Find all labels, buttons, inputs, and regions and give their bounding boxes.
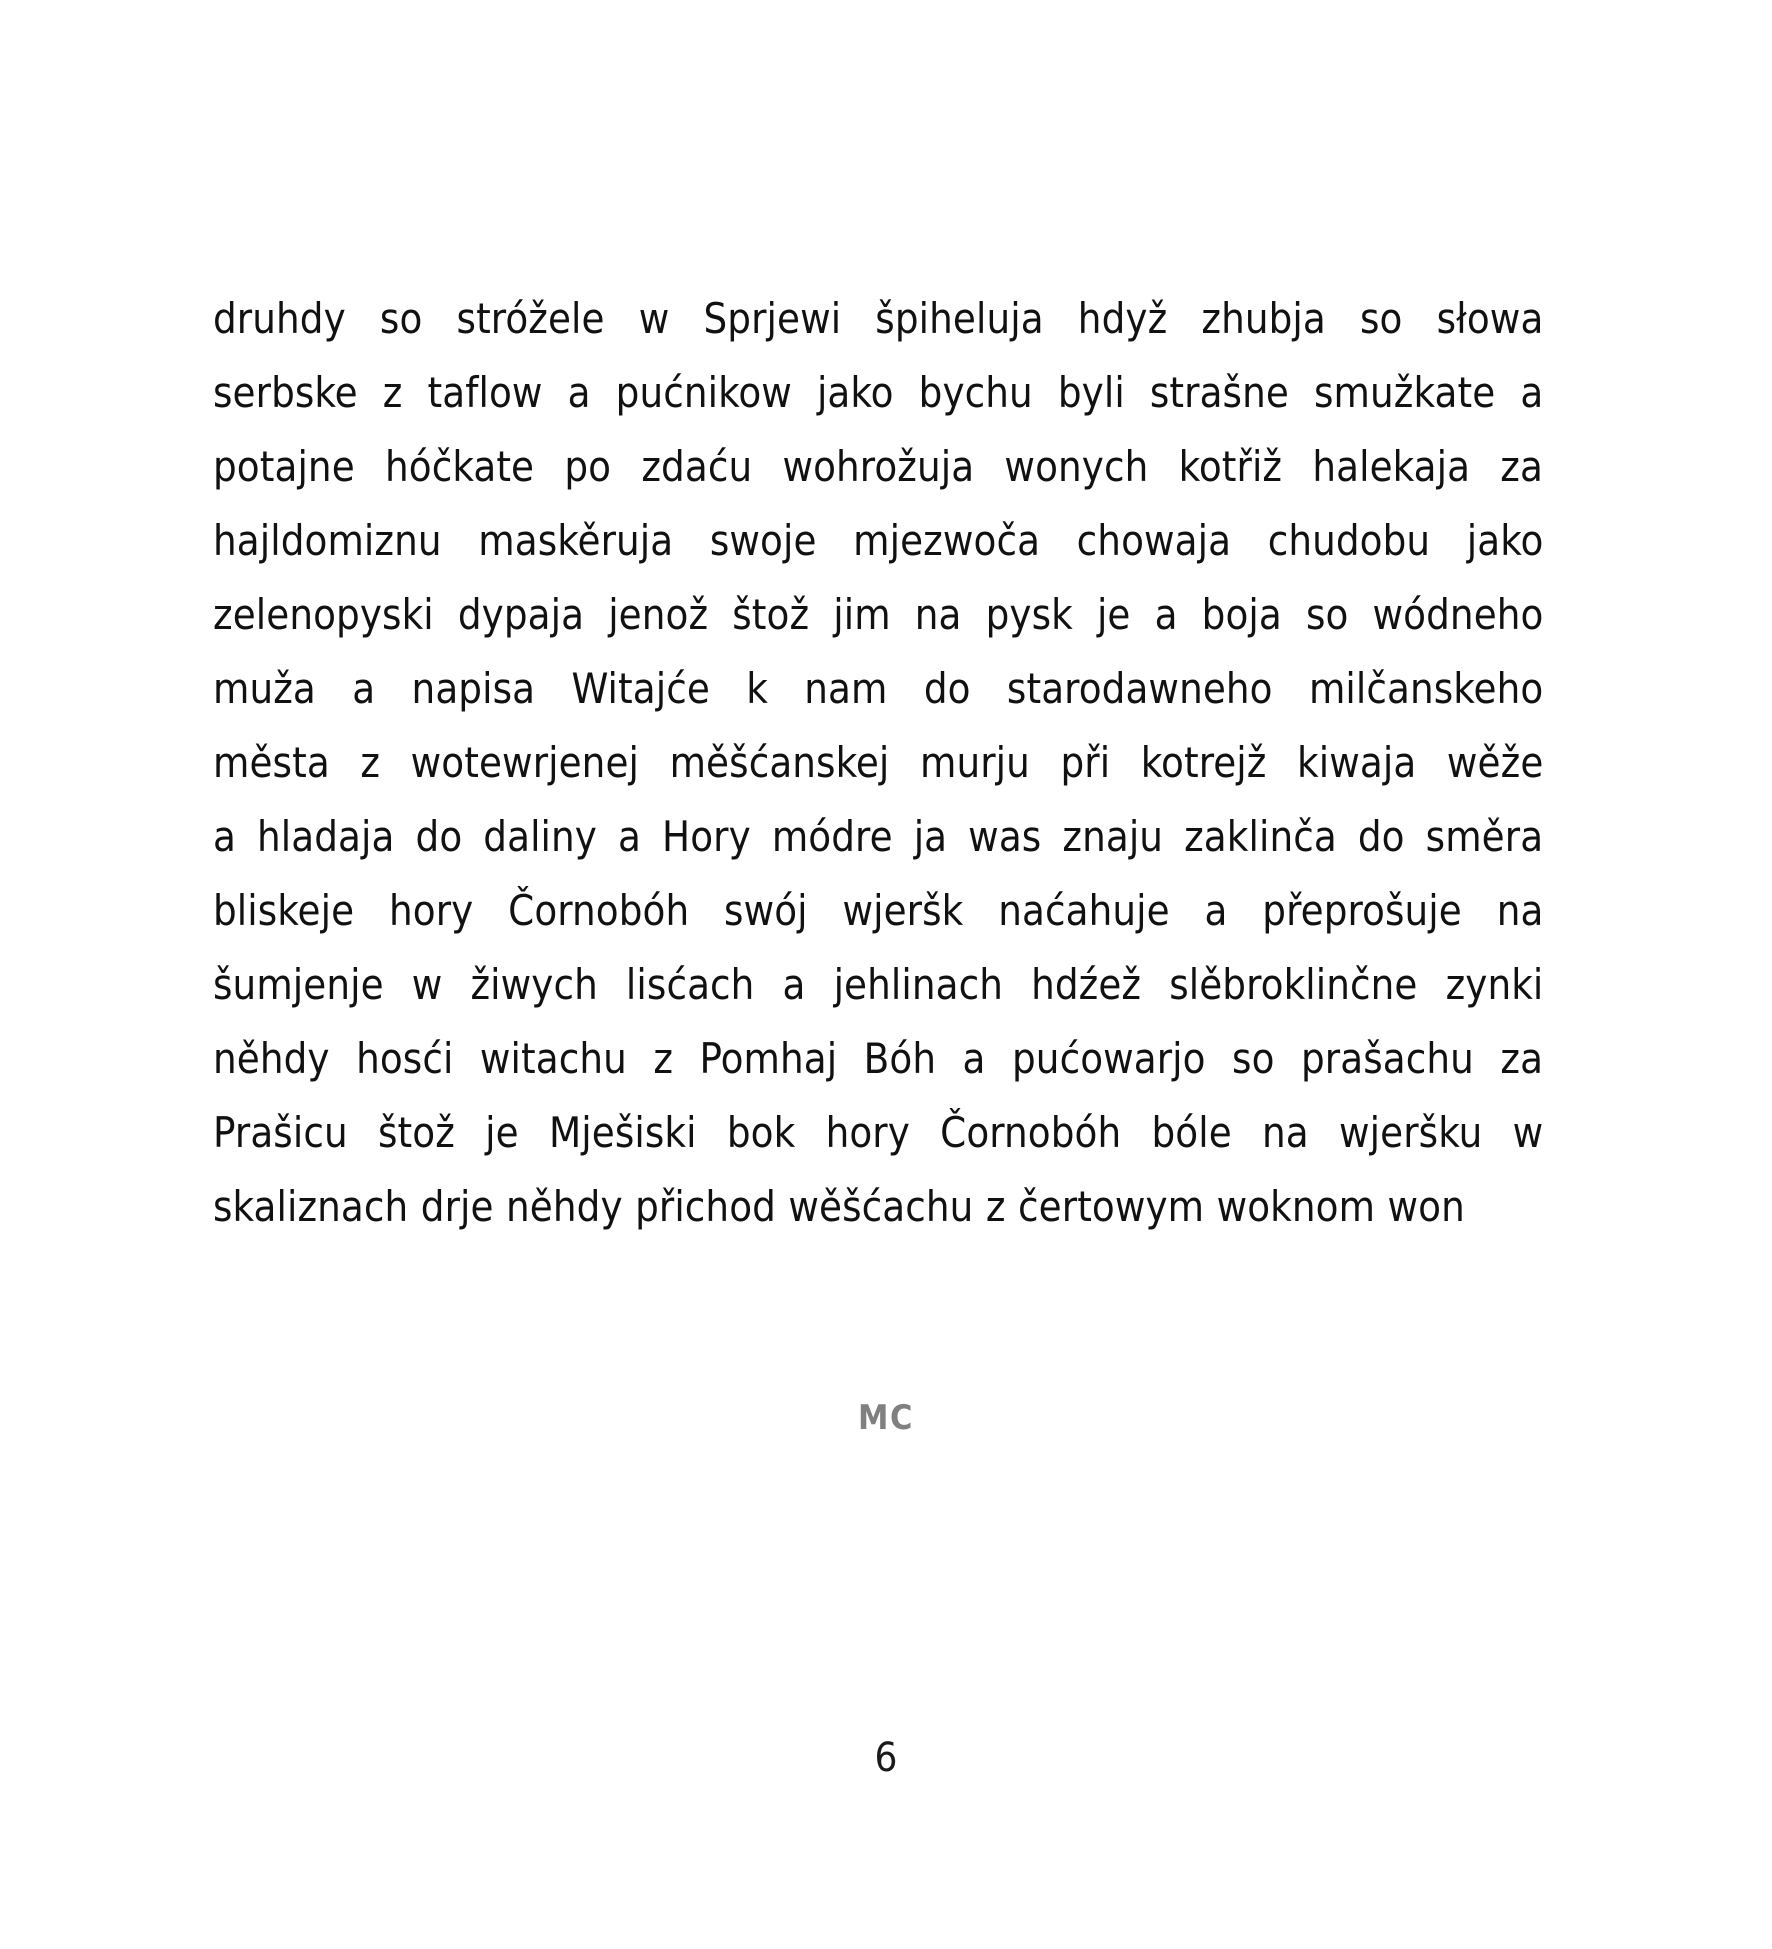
text-line: něhdy hosći witachu z Pomhaj Bóh a pućowarjo so prašachu za: [213, 1034, 1544, 1083]
text-line: druhdy so stróžele w Sprjewi špiheluja hdyž zhubja so słowa: [213, 294, 1544, 343]
text-line: města z wotewrjenej měšćanskej murju při kotrejž kiwaja wěže: [213, 738, 1544, 787]
page-number: 6: [874, 1735, 898, 1781]
author-signature: MC: [858, 1398, 914, 1438]
text-line: potajne hóčkate po zdaću wohrožuja wonych kotřiž halekaja za: [213, 442, 1543, 491]
text-line: šumjenje w žiwych lisćach a jehlinach hdźež slěbroklinčne zynki: [213, 960, 1544, 1009]
text-line: muža a napisa Witajće k nam do starodawneho milčanskeho: [213, 664, 1544, 713]
text-line: skaliznach drje něhdy přichod wěšćachu z čertowym woknom won: [213, 1182, 1465, 1231]
paragraph-body: [213, 282, 1543, 1244]
text-line: bliskeje hory Čornobóh swój wjeršk naćahuje a přeprošuje na: [213, 886, 1544, 935]
text-line: a hladaja do daliny a Hory módre ja was znaju zaklinča do směra: [213, 812, 1544, 861]
body-text-block: [213, 282, 1543, 1244]
text-line: serbske z taflow a pućnikow jako bychu byli strašne smužkate a: [213, 368, 1544, 417]
text-line: Prašicu štož je Mješiski bok hory Čornobóh bóle na wjeršku w: [213, 1108, 1544, 1157]
text-line: hajldomiznu maskěruja swoje mjezwoča chowaja chudobu jako: [213, 516, 1544, 565]
text-line: zelenopyski dypaja jenož štož jim na pysk je a boja so wódneho: [213, 590, 1544, 639]
